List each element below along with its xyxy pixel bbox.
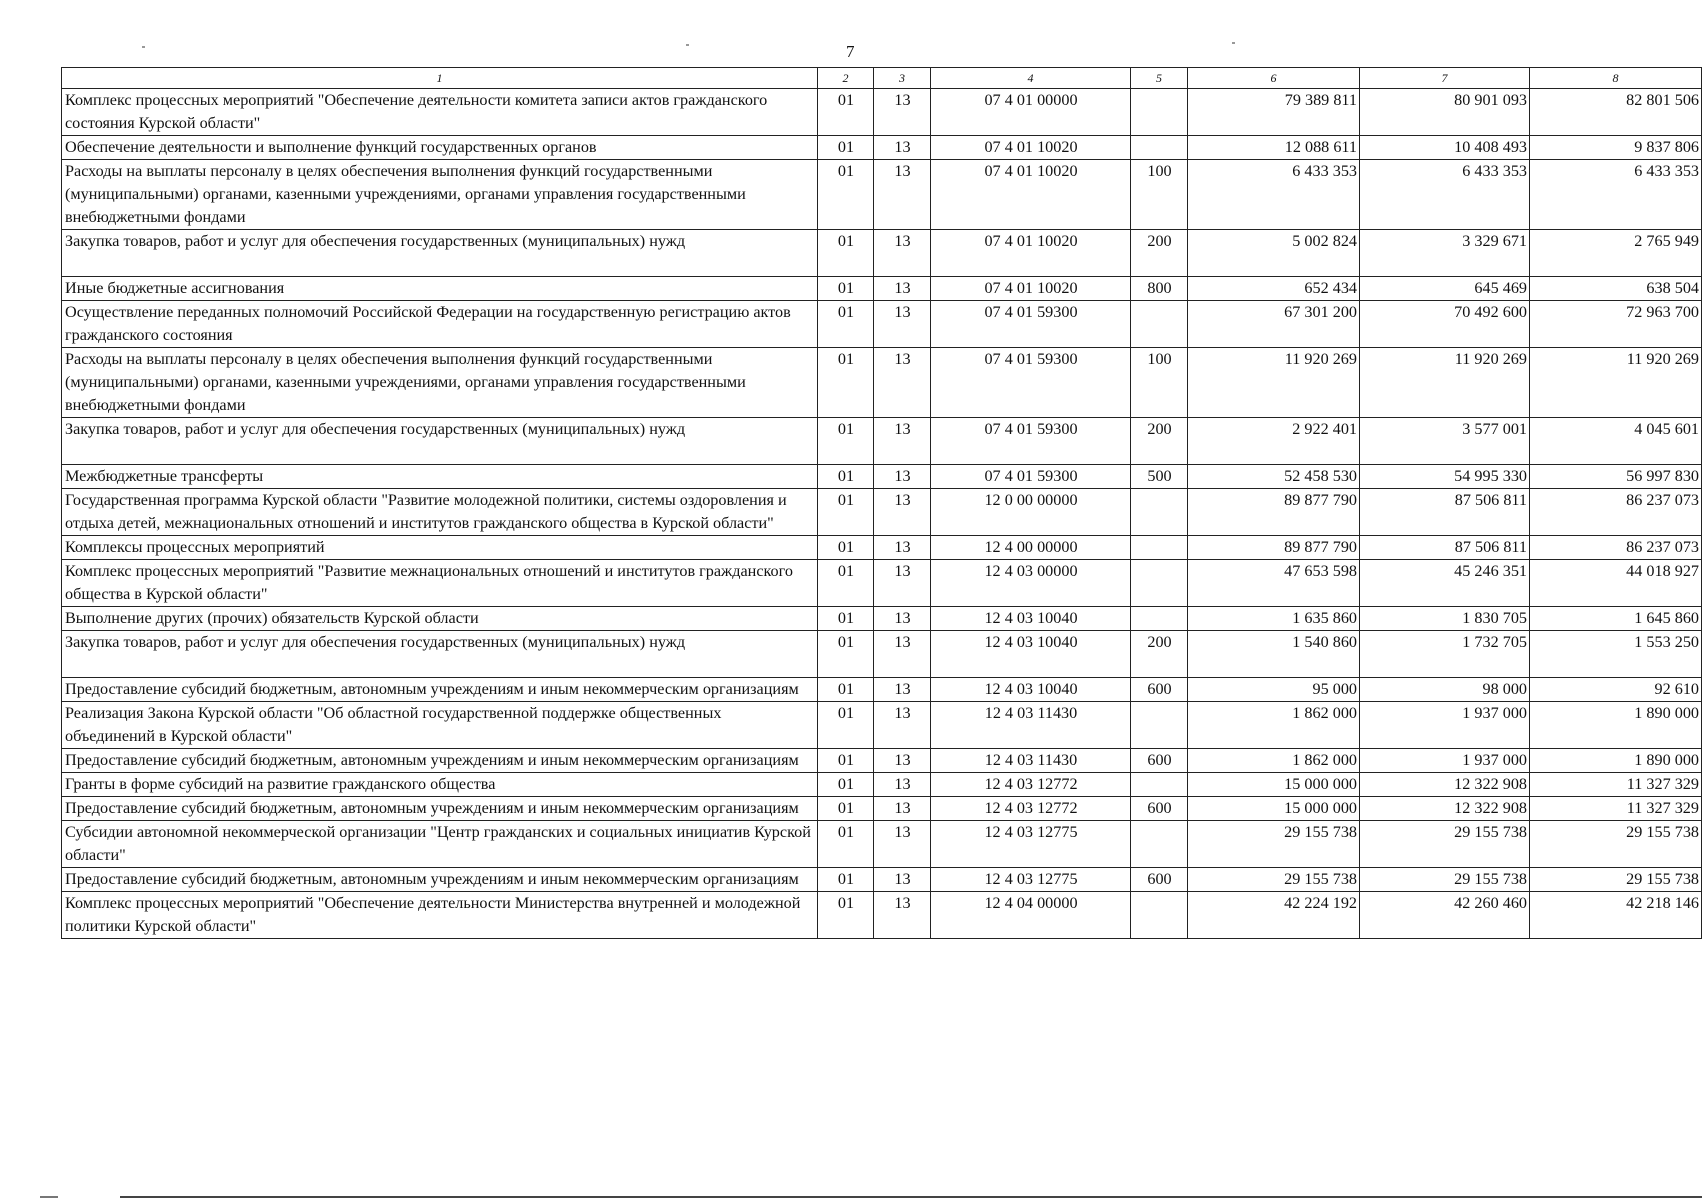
amount-col7-cell: 12 322 908 (1360, 797, 1530, 821)
target-article-cell: 12 4 03 12772 (931, 773, 1131, 797)
expense-type-cell: 500 (1131, 465, 1188, 489)
row-name-cell: Закупка товаров, работ и услуг для обеспечения государственных (муниципальных) нужд (62, 418, 818, 465)
amount-col7-cell: 42 260 460 (1360, 892, 1530, 939)
amount-col8-cell: 11 920 269 (1530, 348, 1702, 418)
amount-col7-cell: 29 155 738 (1360, 821, 1530, 868)
amount-col6-cell: 652 434 (1188, 277, 1360, 301)
subsection-cell: 13 (874, 536, 931, 560)
expense-type-cell: 100 (1131, 160, 1188, 230)
subsection-cell: 13 (874, 277, 931, 301)
amount-col8-cell: 2 765 949 (1530, 230, 1702, 277)
column-header: 5 (1131, 68, 1188, 89)
expense-type-cell (1131, 89, 1188, 136)
table-row (62, 489, 1702, 536)
amount-col6-cell: 11 920 269 (1188, 348, 1360, 418)
table-row (62, 821, 1702, 868)
section-cell: 01 (818, 418, 874, 465)
column-header: 4 (931, 68, 1131, 89)
expense-type-cell (1131, 560, 1188, 607)
expense-type-cell: 600 (1131, 797, 1188, 821)
footer-rule (120, 1196, 1702, 1198)
amount-col8-cell: 44 018 927 (1530, 560, 1702, 607)
expense-type-cell: 600 (1131, 678, 1188, 702)
row-name-cell: Расходы на выплаты персоналу в целях обеспечения выполнения функций государственными (муниципальными) органами, казенными учреждениями, органами управления государственными внебюджетными фондами (62, 160, 818, 230)
section-cell: 01 (818, 160, 874, 230)
amount-col7-cell: 54 995 330 (1360, 465, 1530, 489)
row-name-cell: Осуществление переданных полномочий Российской Федерации на государственную регистрацию актов гражданского состояния (62, 301, 818, 348)
row-name-cell: Обеспечение деятельности и выполнение функций государственных органов (62, 136, 818, 160)
column-header: 3 (874, 68, 931, 89)
amount-col8-cell: 6 433 353 (1530, 160, 1702, 230)
table-row (62, 702, 1702, 749)
row-name-cell: Комплекс процессных мероприятий "Обеспечение деятельности комитета записи актов гражданского состояния Курской области" (62, 89, 818, 136)
section-cell: 01 (818, 560, 874, 607)
subsection-cell: 13 (874, 230, 931, 277)
amount-col8-cell: 11 327 329 (1530, 773, 1702, 797)
subsection-cell: 13 (874, 821, 931, 868)
amount-col8-cell: 72 963 700 (1530, 301, 1702, 348)
amount-col8-cell: 1 890 000 (1530, 702, 1702, 749)
target-article-cell: 12 4 03 10040 (931, 678, 1131, 702)
amount-col8-cell: 9 837 806 (1530, 136, 1702, 160)
subsection-cell: 13 (874, 418, 931, 465)
expense-type-cell (1131, 136, 1188, 160)
page-number: 7 (846, 42, 855, 61)
amount-col8-cell: 82 801 506 (1530, 89, 1702, 136)
amount-col7-cell: 29 155 738 (1360, 868, 1530, 892)
target-article-cell: 12 4 03 00000 (931, 560, 1131, 607)
expense-type-cell: 600 (1131, 868, 1188, 892)
row-name-cell: Реализация Закона Курской области "Об областной государственной поддержке общественных объединений в Курской области" (62, 702, 818, 749)
expense-type-cell (1131, 773, 1188, 797)
subsection-cell: 13 (874, 702, 931, 749)
amount-col6-cell: 6 433 353 (1188, 160, 1360, 230)
row-name-cell: Расходы на выплаты персоналу в целях обеспечения выполнения функций государственными (муниципальными) органами, казенными учреждениями, органами управления государственными внебюджетными фондами (62, 348, 818, 418)
target-article-cell: 12 0 00 00000 (931, 489, 1131, 536)
subsection-cell: 13 (874, 560, 931, 607)
table-row (62, 631, 1702, 678)
target-article-cell: 12 4 03 11430 (931, 702, 1131, 749)
amount-col6-cell: 12 088 611 (1188, 136, 1360, 160)
table-row (62, 89, 1702, 136)
table-row (62, 465, 1702, 489)
subsection-cell: 13 (874, 489, 931, 536)
row-name-cell: Межбюджетные трансферты (62, 465, 818, 489)
table-row (62, 749, 1702, 773)
expense-type-cell: 200 (1131, 230, 1188, 277)
subsection-cell: 13 (874, 631, 931, 678)
table-row (62, 136, 1702, 160)
column-header: 7 (1360, 68, 1530, 89)
row-name-cell: Комплекс процессных мероприятий "Обеспечение деятельности Министерства внутренней и молодежной политики Курской области" (62, 892, 818, 939)
section-cell: 01 (818, 277, 874, 301)
table-row (62, 536, 1702, 560)
footer-mark (40, 1196, 58, 1198)
row-name-cell: Предоставление субсидий бюджетным, автономным учреждениям и иным некоммерческим организациям (62, 797, 818, 821)
amount-col7-cell: 11 920 269 (1360, 348, 1530, 418)
expense-type-cell (1131, 821, 1188, 868)
expense-type-cell: 600 (1131, 749, 1188, 773)
amount-col7-cell: 87 506 811 (1360, 536, 1530, 560)
amount-col6-cell: 79 389 811 (1188, 89, 1360, 136)
amount-col8-cell: 92 610 (1530, 678, 1702, 702)
budget-table (61, 67, 1702, 939)
row-name-cell: Иные бюджетные ассигнования (62, 277, 818, 301)
target-article-cell: 07 4 01 10020 (931, 160, 1131, 230)
subsection-cell: 13 (874, 136, 931, 160)
expense-type-cell: 200 (1131, 418, 1188, 465)
amount-col7-cell: 645 469 (1360, 277, 1530, 301)
row-name-cell: Закупка товаров, работ и услуг для обеспечения государственных (муниципальных) нужд (62, 230, 818, 277)
scan-speck (686, 44, 689, 46)
target-article-cell: 07 4 01 00000 (931, 89, 1131, 136)
table-row (62, 607, 1702, 631)
target-article-cell: 07 4 01 10020 (931, 136, 1131, 160)
amount-col8-cell: 4 045 601 (1530, 418, 1702, 465)
section-cell: 01 (818, 230, 874, 277)
table-body (62, 89, 1702, 939)
amount-col6-cell: 2 922 401 (1188, 418, 1360, 465)
table-row (62, 868, 1702, 892)
target-article-cell: 07 4 01 10020 (931, 230, 1131, 277)
amount-col7-cell: 1 937 000 (1360, 702, 1530, 749)
expense-type-cell (1131, 702, 1188, 749)
row-name-cell: Государственная программа Курской области "Развитие молодежной политики, системы оздоровления и отдыха детей, межнациональных отношений и институтов гражданского общества в Курской области" (62, 489, 818, 536)
subsection-cell: 13 (874, 678, 931, 702)
row-name-cell: Комплексы процессных мероприятий (62, 536, 818, 560)
subsection-cell: 13 (874, 348, 931, 418)
amount-col6-cell: 1 635 860 (1188, 607, 1360, 631)
amount-col8-cell: 86 237 073 (1530, 489, 1702, 536)
subsection-cell: 13 (874, 797, 931, 821)
expense-type-cell (1131, 536, 1188, 560)
amount-col6-cell: 1 540 860 (1188, 631, 1360, 678)
expense-type-cell: 100 (1131, 348, 1188, 418)
amount-col7-cell: 10 408 493 (1360, 136, 1530, 160)
amount-col6-cell: 15 000 000 (1188, 797, 1360, 821)
amount-col8-cell: 1 890 000 (1530, 749, 1702, 773)
expense-type-cell: 200 (1131, 631, 1188, 678)
target-article-cell: 07 4 01 59300 (931, 348, 1131, 418)
section-cell: 01 (818, 348, 874, 418)
subsection-cell: 13 (874, 607, 931, 631)
target-article-cell: 12 4 03 12775 (931, 868, 1131, 892)
section-cell: 01 (818, 868, 874, 892)
target-article-cell: 12 4 03 11430 (931, 749, 1131, 773)
amount-col8-cell: 638 504 (1530, 277, 1702, 301)
subsection-cell: 13 (874, 160, 931, 230)
row-name-cell: Гранты в форме субсидий на развитие гражданского общества (62, 773, 818, 797)
row-name-cell: Субсидии автономной некоммерческой организации "Центр гражданских и социальных инициатив Курской области" (62, 821, 818, 868)
expense-type-cell (1131, 301, 1188, 348)
subsection-cell: 13 (874, 773, 931, 797)
amount-col8-cell: 29 155 738 (1530, 821, 1702, 868)
subsection-cell: 13 (874, 868, 931, 892)
amount-col7-cell: 3 329 671 (1360, 230, 1530, 277)
amount-col7-cell: 87 506 811 (1360, 489, 1530, 536)
amount-col8-cell: 56 997 830 (1530, 465, 1702, 489)
table-row (62, 160, 1702, 230)
amount-col6-cell: 95 000 (1188, 678, 1360, 702)
subsection-cell: 13 (874, 89, 931, 136)
expense-type-cell (1131, 607, 1188, 631)
target-article-cell: 12 4 03 10040 (931, 631, 1131, 678)
amount-col6-cell: 47 653 598 (1188, 560, 1360, 607)
section-cell: 01 (818, 749, 874, 773)
section-cell: 01 (818, 821, 874, 868)
amount-col6-cell: 5 002 824 (1188, 230, 1360, 277)
row-name-cell: Предоставление субсидий бюджетным, автономным учреждениям и иным некоммерческим организациям (62, 678, 818, 702)
table-row (62, 277, 1702, 301)
row-name-cell: Закупка товаров, работ и услуг для обеспечения государственных (муниципальных) нужд (62, 631, 818, 678)
amount-col6-cell: 1 862 000 (1188, 702, 1360, 749)
amount-col6-cell: 89 877 790 (1188, 489, 1360, 536)
table-row (62, 301, 1702, 348)
amount-col8-cell: 86 237 073 (1530, 536, 1702, 560)
section-cell: 01 (818, 892, 874, 939)
amount-col7-cell: 45 246 351 (1360, 560, 1530, 607)
amount-col8-cell: 1 553 250 (1530, 631, 1702, 678)
column-header: 6 (1188, 68, 1360, 89)
amount-col7-cell: 12 322 908 (1360, 773, 1530, 797)
amount-col8-cell: 11 327 329 (1530, 797, 1702, 821)
scan-speck (142, 46, 145, 48)
section-cell: 01 (818, 631, 874, 678)
amount-col7-cell: 98 000 (1360, 678, 1530, 702)
amount-col6-cell: 52 458 530 (1188, 465, 1360, 489)
target-article-cell: 12 4 03 12772 (931, 797, 1131, 821)
section-cell: 01 (818, 136, 874, 160)
amount-col6-cell: 15 000 000 (1188, 773, 1360, 797)
section-cell: 01 (818, 773, 874, 797)
subsection-cell: 13 (874, 749, 931, 773)
section-cell: 01 (818, 89, 874, 136)
table-row (62, 678, 1702, 702)
subsection-cell: 13 (874, 301, 931, 348)
amount-col6-cell: 29 155 738 (1188, 821, 1360, 868)
amount-col6-cell: 42 224 192 (1188, 892, 1360, 939)
table-row (62, 418, 1702, 465)
amount-col6-cell: 89 877 790 (1188, 536, 1360, 560)
table-row (62, 348, 1702, 418)
amount-col6-cell: 67 301 200 (1188, 301, 1360, 348)
amount-col8-cell: 1 645 860 (1530, 607, 1702, 631)
header-row (62, 68, 1702, 89)
section-cell: 01 (818, 607, 874, 631)
column-header: 2 (818, 68, 874, 89)
table-row (62, 560, 1702, 607)
amount-col7-cell: 80 901 093 (1360, 89, 1530, 136)
amount-col7-cell: 1 937 000 (1360, 749, 1530, 773)
expense-type-cell: 800 (1131, 277, 1188, 301)
expense-type-cell (1131, 489, 1188, 536)
subsection-cell: 13 (874, 465, 931, 489)
row-name-cell: Предоставление субсидий бюджетным, автономным учреждениям и иным некоммерческим организациям (62, 749, 818, 773)
amount-col7-cell: 70 492 600 (1360, 301, 1530, 348)
subsection-cell: 13 (874, 892, 931, 939)
section-cell: 01 (818, 301, 874, 348)
scan-speck (1232, 42, 1235, 44)
section-cell: 01 (818, 465, 874, 489)
amount-col7-cell: 3 577 001 (1360, 418, 1530, 465)
row-name-cell: Комплекс процессных мероприятий "Развитие межнациональных отношений и институтов гражданского общества в Курской области" (62, 560, 818, 607)
section-cell: 01 (818, 797, 874, 821)
section-cell: 01 (818, 678, 874, 702)
table-row (62, 773, 1702, 797)
target-article-cell: 07 4 01 59300 (931, 418, 1131, 465)
amount-col6-cell: 1 862 000 (1188, 749, 1360, 773)
amount-col8-cell: 42 218 146 (1530, 892, 1702, 939)
table-row (62, 892, 1702, 939)
table-row (62, 797, 1702, 821)
amount-col6-cell: 29 155 738 (1188, 868, 1360, 892)
column-header: 8 (1530, 68, 1702, 89)
amount-col7-cell: 1 830 705 (1360, 607, 1530, 631)
expense-type-cell (1131, 892, 1188, 939)
amount-col7-cell: 1 732 705 (1360, 631, 1530, 678)
table-row (62, 230, 1702, 277)
column-header: 1 (62, 68, 818, 89)
section-cell: 01 (818, 702, 874, 749)
amount-col8-cell: 29 155 738 (1530, 868, 1702, 892)
target-article-cell: 07 4 01 59300 (931, 301, 1131, 348)
section-cell: 01 (818, 489, 874, 536)
row-name-cell: Выполнение других (прочих) обязательств Курской области (62, 607, 818, 631)
target-article-cell: 12 4 03 10040 (931, 607, 1131, 631)
target-article-cell: 07 4 01 59300 (931, 465, 1131, 489)
amount-col7-cell: 6 433 353 (1360, 160, 1530, 230)
target-article-cell: 12 4 00 00000 (931, 536, 1131, 560)
row-name-cell: Предоставление субсидий бюджетным, автономным учреждениям и иным некоммерческим организациям (62, 868, 818, 892)
target-article-cell: 12 4 03 12775 (931, 821, 1131, 868)
target-article-cell: 07 4 01 10020 (931, 277, 1131, 301)
target-article-cell: 12 4 04 00000 (931, 892, 1131, 939)
section-cell: 01 (818, 536, 874, 560)
